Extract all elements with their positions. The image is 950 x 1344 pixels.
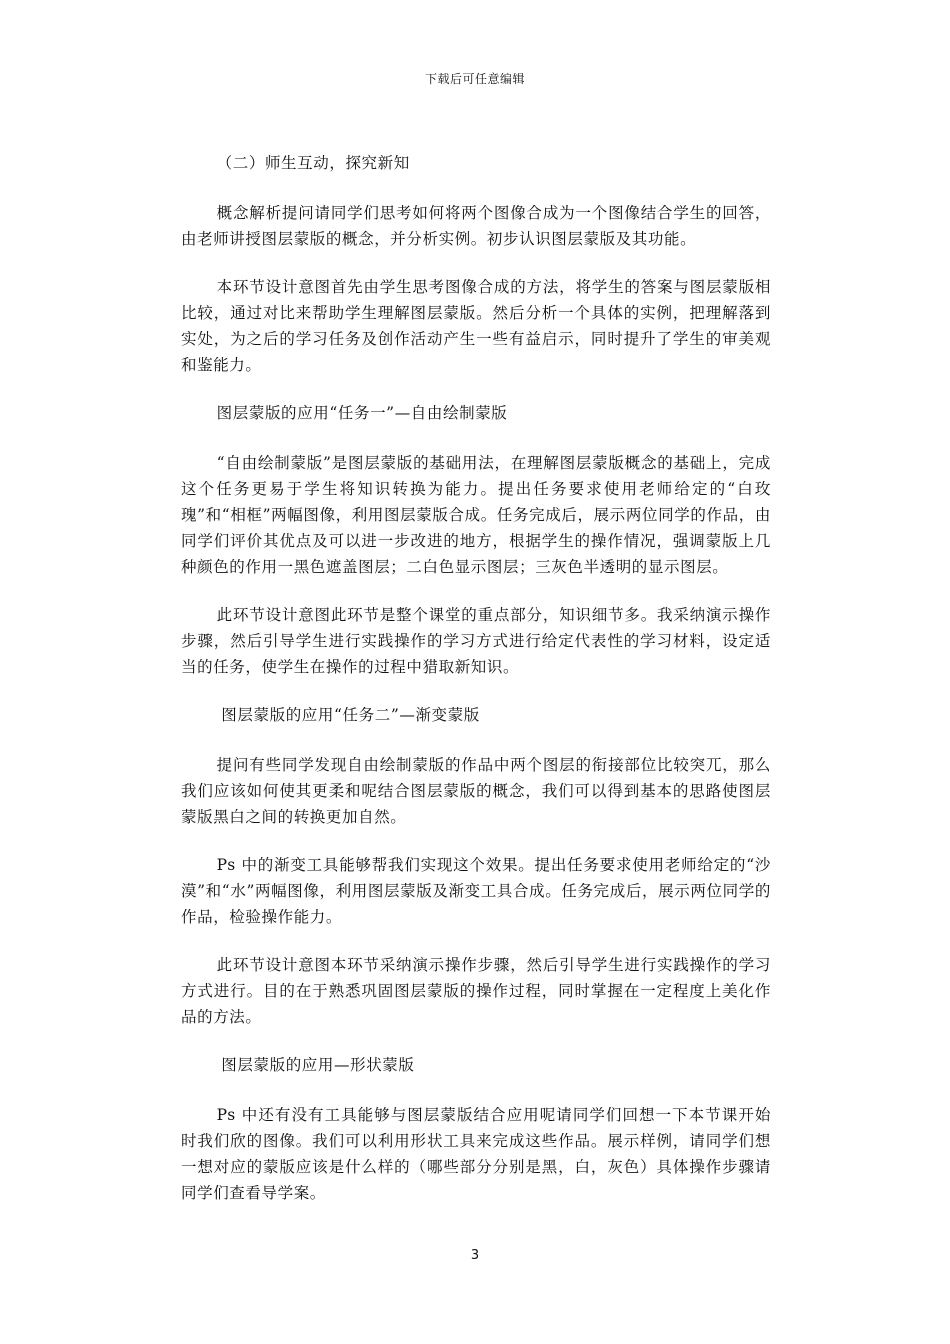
paragraph-design-intent-3: 此环节设计意图本环节采纳演示操作步骤，然后引导学生进行实践操作的学习方式进行。目的在于熟悉巩固图层蒙版的操作过程，同时掌握在一定程度上美化作品的方法。 <box>181 956 771 1026</box>
paragraph-freehand-mask: “自由绘制蒙版”是图层蒙版的基础用法，在理解图层蒙版概念的基础上，完成这个任务更易于学生将知识转换为能力。提出任务要求使用老师给定的“白玫瑰”和“相框”两幅图像，利用图层蒙版合成。任务完成后，展示两位同学的作品，由同学们评价其优点及可以进一步改进的地方，根据学生的操作情况，强调蒙版上几种颜色的作用一黑色遮盖图层；二白色显示图层；三灰色半透明的显示图层。 <box>181 454 771 576</box>
page-header: 下载后可任意编辑 <box>424 72 525 86</box>
heading-task-one: 图层蒙版的应用“任务一”—自由绘制蒙版 <box>216 404 508 422</box>
document-body <box>181 150 771 1228</box>
paragraph-gradient-tool: Ps 中的渐变工具能够帮我们实现这个效果。提出任务要求使用老师给定的“沙漠”和“水”两幅图像，利用图层蒙版及渐变工具合成。任务完成后，展示两位同学的作品，检验操作能力。 <box>181 856 771 926</box>
heading-task-two: 图层蒙版的应用“任务二”—渐变蒙版 <box>221 706 480 724</box>
paragraph-gradient-question: 提问有些同学发现自由绘制蒙版的作品中两个图层的衔接部位比较突兀，那么我们应该如何使其更柔和呢结合图层蒙版的概念，我们可以得到基本的思路使图层蒙版黑白之间的转换更加自然。 <box>181 756 771 826</box>
paragraph-concept-analysis: 概念解析提问请同学们思考如何将两个图像合成为一个图像结合学生的回答，由老师讲授图层蒙版的概念，并分析实例。初步认识图层蒙版及其功能。 <box>181 204 771 248</box>
paragraph-design-intent-1: 本环节设计意图首先由学生思考图像合成的方法，将学生的答案与图层蒙版相比较，通过对比来帮助学生理解图层蒙版。然后分析一个具体的实例，把理解落到实处，为之后的学习任务及创作活动产生一些有益启示，同时提升了学生的审美观和鉴能力。 <box>181 278 771 374</box>
paragraph-design-intent-2: 此环节设计意图此环节是整个课堂的重点部分，知识细节多。我采纳演示操作步骤，然后引导学生进行实践操作的学习方式进行给定代表性的学习材料，设定适当的任务，使学生在操作的过程中猎取新知识。 <box>181 606 771 676</box>
paragraph-shape-mask: Ps 中还有没有工具能够与图层蒙版结合应用呢请同学们回想一下本节课开始时我们欣的图像。我们可以利用形状工具来完成这些作品。展示样例，请同学们想一想对应的蒙版应该是什么样的（哪些部分分别是黑，白，灰色）具体操作步骤请同学们查看导学案。 <box>181 1106 771 1202</box>
page-number: 3 <box>470 1248 480 1263</box>
heading-shape-mask: 图层蒙版的应用—形状蒙版 <box>221 1056 415 1074</box>
section-heading-interaction: （二）师生互动，探究新知 <box>216 154 410 172</box>
